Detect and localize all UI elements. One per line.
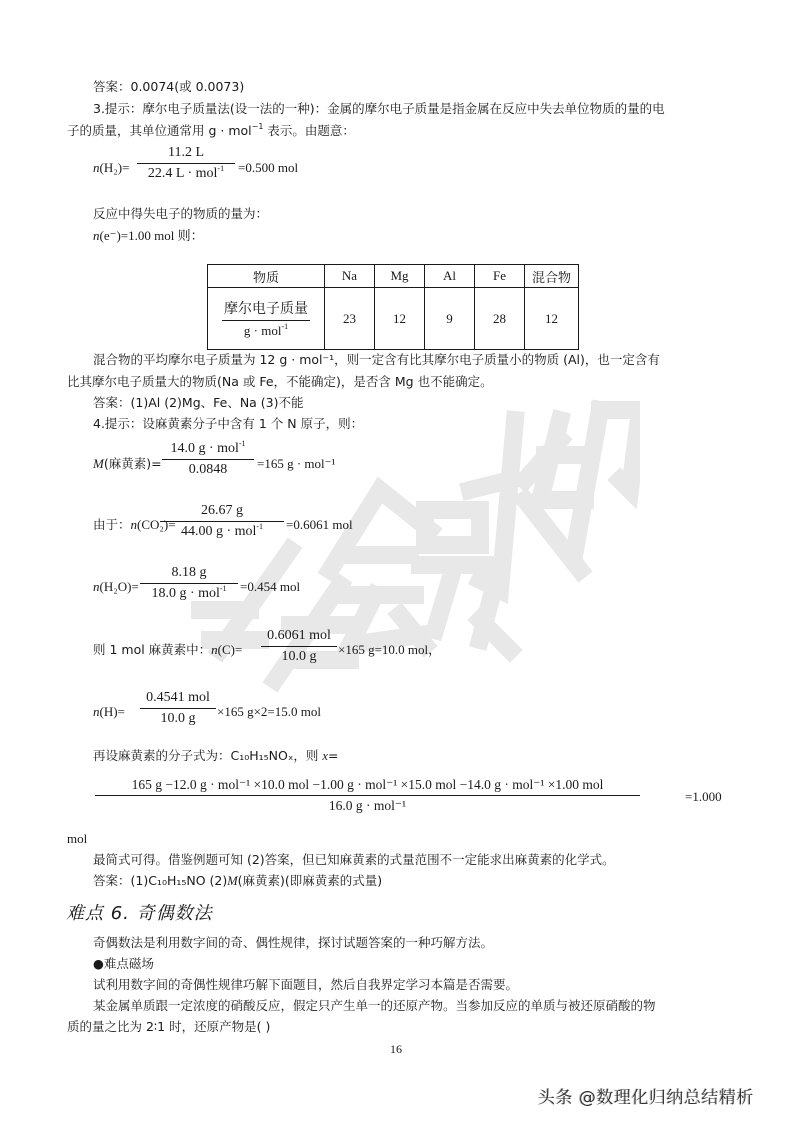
numerator: 0.6061 mol	[267, 628, 331, 643]
row-label-unit: g · mol	[243, 323, 282, 338]
try-line: 试利用数字间的奇偶性规律巧解下面题目，然后自我界定学习本篇是否需要。	[93, 977, 519, 992]
var-n: n	[93, 228, 100, 243]
eq-m-rhs: =165 g · mol⁻¹	[257, 456, 336, 471]
fraction-bar	[261, 646, 337, 647]
ne-line-text: (e⁻)=1.00 mol 则：	[99, 228, 204, 243]
unit-fraction	[222, 298, 310, 339]
denominator-text: 18.0 g · mol	[151, 586, 220, 601]
denominator-text: 44.00 g · mol	[180, 524, 257, 539]
numerator: 0.4541 mol	[146, 690, 210, 705]
table-header-cell: Mg	[375, 265, 425, 288]
eq-co2-prefix: 由于：	[93, 517, 131, 532]
fraction-bar	[160, 521, 284, 522]
var-x: x	[322, 749, 328, 763]
eq-h2-rhs: =0.500 mol	[238, 160, 299, 175]
table-header-cell: Fe	[475, 265, 525, 288]
eq-h2o-fraction	[140, 564, 238, 603]
table-cell: 28	[475, 288, 525, 350]
numerator	[162, 440, 254, 458]
eq-x-wrap-unit: mol	[67, 831, 88, 846]
superscript: -1	[219, 584, 227, 593]
denominator-text: 22.4 L · mol	[147, 166, 218, 181]
fraction-bar	[162, 459, 254, 460]
formula-equals: =	[327, 748, 339, 763]
intro-text: 奇偶数法是利用数字间的奇、偶性规律，探讨试题答案的一种巧解方法。	[93, 935, 494, 950]
eq-m-lhs-text: (麻黄素)=	[103, 456, 162, 471]
numerator: 26.67 g	[201, 503, 243, 518]
table-header-row	[208, 265, 579, 288]
page-number: 16	[390, 1042, 402, 1056]
numerator-text: 14.0 g · mol	[170, 441, 239, 456]
table-row-label	[208, 288, 325, 350]
superscript: -1	[217, 164, 225, 173]
footer-brand: 头条 @数理化归纳总结精析	[538, 1088, 754, 1108]
fraction-bar	[95, 795, 640, 796]
table-header-cell: 物质	[208, 265, 325, 288]
var-m: M	[227, 874, 238, 888]
eq-co2-rhs: =0.6061 mol	[286, 517, 353, 532]
eq-h-fraction	[140, 689, 216, 728]
denominator: 16.0 g · mol⁻¹	[328, 798, 407, 813]
superscript: -1	[238, 439, 246, 448]
eq-h2-lhs-text: (H₂)=	[99, 160, 130, 175]
table-cell: 23	[325, 288, 375, 350]
eq-h2o-lhs-text: (H₂O)=	[99, 579, 139, 594]
table-header-cell: Al	[425, 265, 475, 288]
table-cell: 9	[425, 288, 475, 350]
eq-c-lhs	[93, 642, 242, 658]
answer-2-text: 答案：0.0074(或 0.0073)	[93, 79, 245, 94]
denominator: 0.0848	[188, 462, 228, 477]
eq-c-lhs-text: (C)=	[217, 642, 243, 657]
table-header-cell: 混合物	[525, 265, 579, 288]
mixture-line-1: 混合物的平均摩尔电子质量为 12 g · mol⁻¹，则一定含有比其摩尔电子质量小的物质 (Al)，也一定含有	[93, 352, 660, 367]
hint-3-unit-text: 子的质量，其单位通常用 g · mol	[67, 123, 252, 138]
table-row	[208, 288, 579, 350]
formula-line	[93, 748, 338, 764]
ne-line	[93, 228, 204, 244]
row-label-bottom	[222, 321, 310, 339]
numerator: 165 g −12.0 g · mol⁻¹ ×10.0 mol −1.00 g · mol⁻¹ ×15.0 mol −14.0 g · mol⁻¹ ×1.00 mol	[131, 777, 604, 792]
denominator	[140, 585, 238, 603]
eq-c-rhs: ×165 g=10.0 mol，	[338, 642, 442, 657]
eq-h2o-lhs	[93, 579, 139, 595]
mixture-line-2: 比其摩尔电子质量大的物质(Na 或 Fe，不能确定)，是否含 Mg 也不能确定。	[67, 374, 493, 389]
hint-3-line-1: 3.提示：摩尔电子质量法(设一法的一种)：金属的摩尔电子质量是指金属在反应中失去单位物质的量的电	[93, 101, 665, 116]
table-cell: 12	[375, 288, 425, 350]
section-title: 难点 6. 奇偶数法	[66, 903, 213, 924]
var-m: M	[93, 456, 104, 471]
eq-h-rhs: ×165 g×2=15.0 mol	[217, 704, 321, 719]
eq-h2-lhs	[93, 160, 129, 176]
answer-4-text	[93, 873, 382, 889]
eq-h-lhs-text: (H)=	[99, 704, 125, 719]
var-n: n	[211, 642, 218, 657]
hint-4-text: 4.提示：设麻黄素分子中含有 1 个 N 原子，则：	[93, 416, 364, 431]
formula-line-text: 再设麻黄素的分子式为：C₁₀H₁₅NOₓ，则	[93, 748, 323, 763]
fraction-bar	[140, 708, 216, 709]
eq-m-fraction	[162, 440, 254, 479]
molar-electron-mass-table	[207, 264, 579, 350]
eq-m-lhs	[93, 456, 162, 472]
magnet-heading: ●难点磁场	[93, 956, 154, 971]
eq-x-rhs: =1.000	[685, 789, 722, 804]
var-n: n	[93, 160, 100, 175]
row-label-top: 摩尔电子质量	[222, 298, 310, 321]
superscript: −1	[251, 122, 264, 131]
question-line-2: 质的量之比为 2∶1 时，还原产物是( )	[67, 1019, 271, 1034]
var-n: n	[93, 704, 100, 719]
answer-4-part-1: 答案：(1)C₁₀H₁₅NO (2)	[93, 873, 228, 888]
superscript: -1	[281, 322, 289, 331]
numerator: 11.2 L	[167, 145, 205, 160]
eq-h2o-rhs: =0.454 mol	[240, 579, 301, 594]
denominator: 10.0 g	[160, 711, 196, 726]
table-cell: 12	[525, 288, 579, 350]
superscript: -1	[256, 522, 264, 531]
answer-4-part-2: (麻黄素)(即麻黄素的式量)	[237, 873, 383, 888]
var-n: n	[93, 579, 100, 594]
simplest-formula-line: 最简式可得。借鉴例题可知 (2)答案，但已知麻黄素的式量范围不一定能求出麻黄素的化学式。	[93, 852, 615, 867]
denominator: 10.0 g	[281, 649, 317, 664]
question-line-1: 某金属单质跟一定浓度的硝酸反应，假定只产生单一的还原产物。当参加反应的单质与被还原硝酸的物	[93, 998, 656, 1013]
eq-co2-fraction	[160, 502, 284, 541]
var-n: n	[130, 517, 138, 532]
numerator: 8.18 g	[171, 565, 207, 580]
denominator	[137, 165, 235, 183]
denominator	[160, 523, 284, 541]
hint-3-line-2	[67, 123, 355, 139]
hint-3-tail-text: 表示。由题意：	[263, 123, 355, 138]
eq-co2-lhs-text: (CO₂)=	[137, 517, 176, 532]
electrons-line: 反应中得失电子的物质的量为：	[93, 206, 269, 221]
answer-3-text: 答案：(1)Al (2)Mg、Fe、Na (3)不能	[93, 395, 304, 410]
eq-c-fraction	[261, 627, 337, 666]
eq-x-fraction	[95, 776, 640, 815]
eq-c-prefix: 则 1 mol 麻黄素中：	[93, 642, 212, 657]
eq-h2-fraction	[137, 144, 235, 183]
eq-h-lhs	[93, 704, 125, 720]
table-header-cell: Na	[325, 265, 375, 288]
